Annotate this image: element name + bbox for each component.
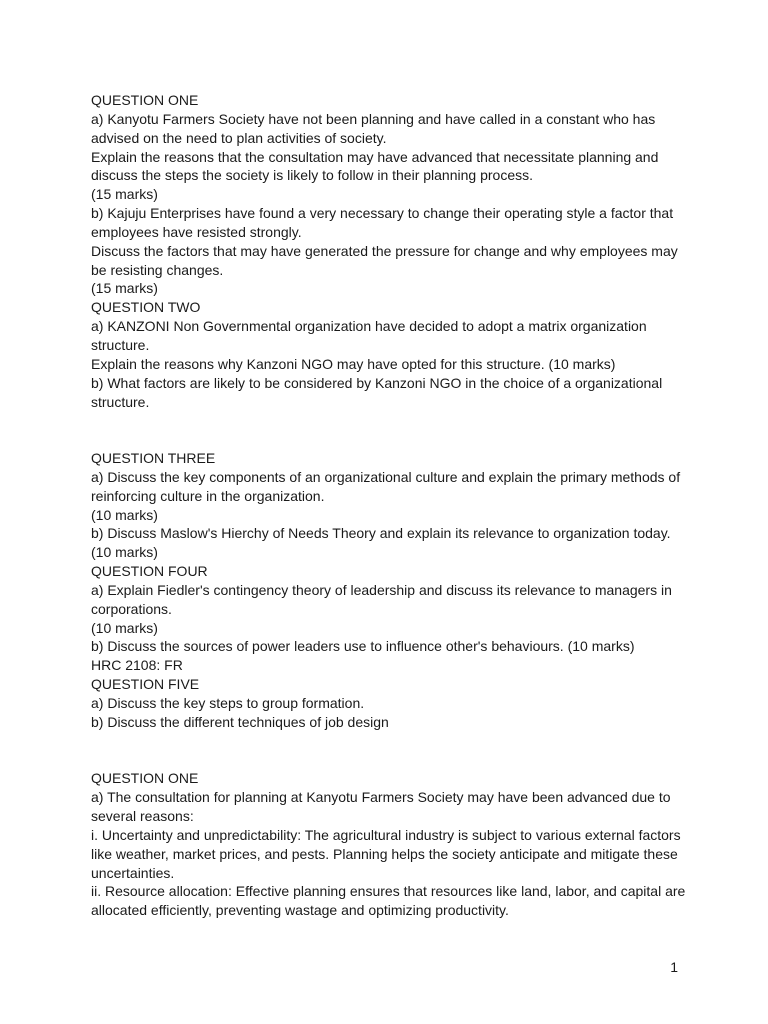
question-two-part-a-instruction: Explain the reasons why Kanzoni NGO may have opted for this structure. (10 marks) (91, 355, 616, 372)
question-three-part-a-marks: (10 marks) (91, 506, 158, 523)
question-four-heading: QUESTION FOUR (91, 563, 208, 580)
answer-reason-1: i. Uncertainty and unpredictability: The agricultural industry is subject to various external factors like weather, market prices, and pests. Planning helps the society anticipate and mitigate these uncertainties. (91, 826, 681, 881)
question-two-part-b: b) What factors are likely to be considered by Kanzoni NGO in the choice of a organizational structure. (91, 374, 663, 410)
answer-question-one-heading: QUESTION ONE (91, 770, 199, 787)
answer-question-one-intro: a) The consultation for planning at Kanyotu Farmers Society may have been advanced due to several reasons: (91, 789, 671, 825)
question-one-part-a-marks: (15 marks) (91, 186, 158, 203)
paragraph-gap (91, 411, 687, 449)
document-body (91, 91, 687, 920)
question-four-part-b: b) Discuss the sources of power leaders use to influence other's behaviours. (10 marks) (91, 638, 635, 655)
question-one-part-b-marks: (15 marks) (91, 280, 158, 297)
question-four-part-a-marks: (10 marks) (91, 619, 158, 636)
question-one-heading: QUESTION ONE (91, 92, 199, 108)
question-two-part-a: a) KANZONI Non Governmental organization have decided to adopt a matrix organization structure. (91, 318, 647, 353)
course-code: HRC 2108: FR (91, 657, 183, 674)
question-three-part-b-marks: (10 marks) (91, 544, 158, 561)
question-one-part-b: b) Kajuju Enterprises have found a very necessary to change their operating style a factor that employees have resisted strongly. (91, 205, 674, 240)
question-three-part-a: a) Discuss the key components of an organizational culture and explain the primary methods of reinforcing culture in the organization. (91, 468, 681, 504)
page-number: 1 (670, 959, 678, 975)
question-five-part-a: a) Discuss the key steps to group formation. (91, 695, 365, 711)
question-three-heading: QUESTION THREE (91, 450, 216, 467)
question-one-part-b-instruction: Discuss the factors that may have generated the pressure for change and why employees may be resisting changes. (91, 242, 678, 278)
question-three-part-b: b) Discuss Maslow's Hierchy of Needs Theory and explain its relevance to organization today. (91, 525, 671, 542)
question-one-part-a: a) Kanyotu Farmers Society have not been planning and have called in a constant who has advised on the need to plan activities of society. (91, 110, 656, 146)
paragraph-gap (91, 732, 687, 770)
question-two-heading: QUESTION TWO (91, 299, 201, 316)
question-four-part-a: a) Explain Fiedler's contingency theory of leadership and discuss its relevance to managers in corporations. (91, 581, 672, 617)
question-one-part-a-instruction: Explain the reasons that the consultation may have advanced that necessitate planning and discuss the steps the society is likely to follow in their planning process. (91, 148, 659, 184)
answer-reason-2: ii. Resource allocation: Effective planning ensures that resources like land, labor, and capital are allocated efficiently, preventing wastage and optimizing productivity. (91, 883, 686, 919)
question-five-part-b: b) Discuss the different techniques of job design (91, 713, 389, 730)
question-five-heading: QUESTION FIVE (91, 676, 200, 693)
